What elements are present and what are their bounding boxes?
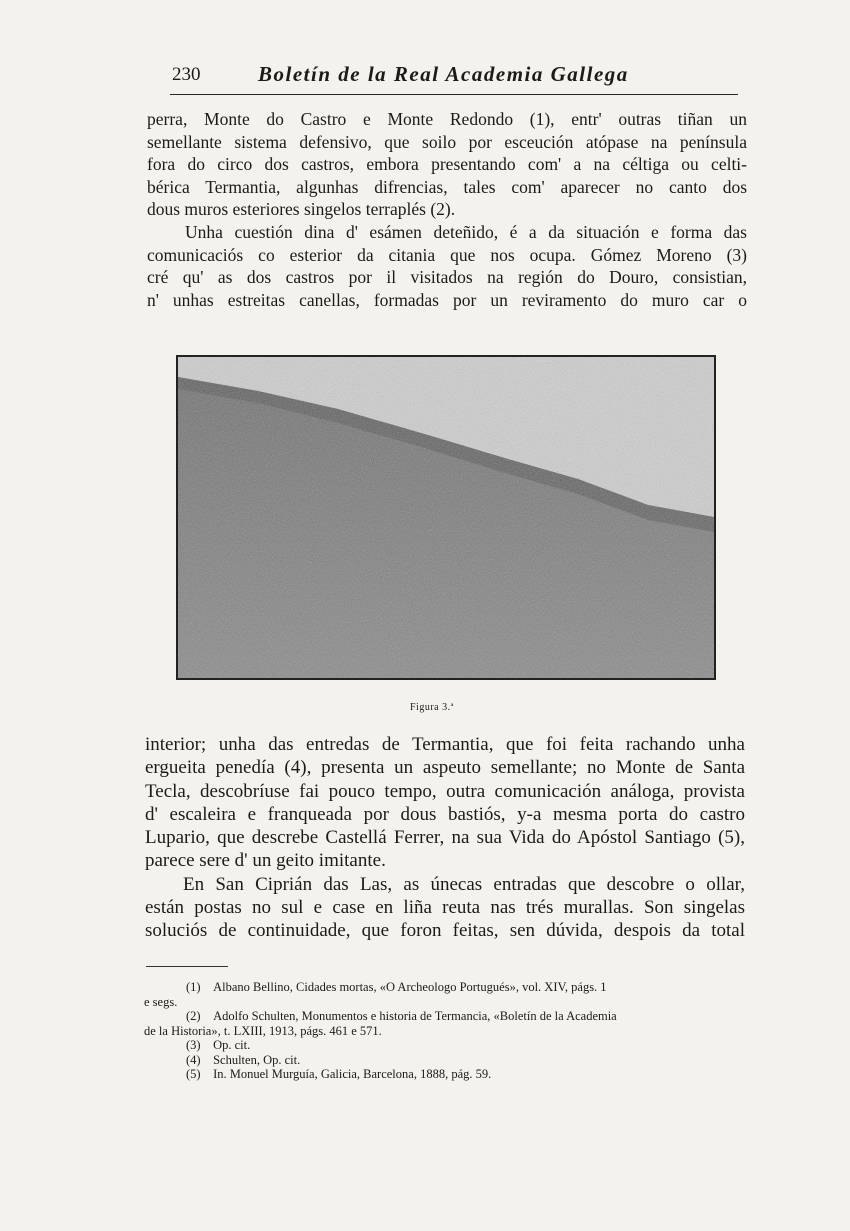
text-line: Unha cuestión dina d' esámen deteñido, é a da situación e forma das bbox=[185, 221, 747, 242]
text-line: soluciós de continuidade, que foron feitas, sen dúvida, despois da total bbox=[145, 920, 745, 942]
footnote-number: (2) bbox=[186, 1009, 201, 1023]
footnotes bbox=[144, 980, 744, 1082]
text-line: Lupario, que descrebe Castellá Ferrer, na sua Vida do Apóstol Santiago (5), bbox=[145, 827, 745, 849]
text-line: están postas no sul e case en liña reuta nas trés murallas. Son singelas bbox=[145, 897, 745, 919]
footnote-number: (4) bbox=[186, 1052, 201, 1067]
text-line: fora do circo dos castros, embora presentando com' a na céltiga ou celti- bbox=[147, 154, 747, 175]
text-line: dous muros esteriores singelos terraplés (2). bbox=[147, 199, 456, 220]
footnote-text: In. Monuel Murguía, Galicia, Barcelona, 1888, pág. 59. bbox=[213, 1067, 492, 1081]
top-paragraphs bbox=[147, 108, 747, 311]
footnote-text: Op. cit. bbox=[213, 1038, 251, 1052]
running-header bbox=[170, 60, 738, 95]
footnote-rule bbox=[146, 966, 228, 967]
text-line: cré qu' as dos castros por il visitados na región do Douro, consistian, bbox=[147, 267, 747, 288]
page-number: 230 bbox=[172, 64, 201, 85]
text-line: parece sere d' un geito imitante. bbox=[145, 850, 386, 872]
text-line: bérica Termantia, algunhas difrencias, tales com' aparecer no canto dos bbox=[147, 176, 747, 197]
text-line: n' unhas estreitas canellas, formadas por un reviramento do muro car o bbox=[147, 289, 747, 310]
footnote-text: Schulten, Op. cit. bbox=[213, 1052, 301, 1067]
footnote-continuation: e segs. bbox=[144, 994, 178, 1009]
figure-caption: Figura 3.ª bbox=[410, 702, 454, 713]
text-line: Tecla, descobríuse fai pouco tempo, outra comunicación análoga, provista bbox=[145, 780, 745, 802]
journal-title: Boletín de la Real Academia Gallega bbox=[258, 62, 629, 86]
footnote bbox=[144, 1067, 744, 1082]
footnote-number: (1) bbox=[186, 980, 201, 994]
text-line: En San Ciprián das Las, as únecas entradas que descobre o ollar, bbox=[183, 873, 745, 895]
scan-edge-mark bbox=[842, 975, 850, 1155]
footnote-number: (5) bbox=[186, 1067, 201, 1081]
footnote-number: (3) bbox=[186, 1038, 201, 1052]
footnote bbox=[144, 980, 744, 995]
text-line: perra, Monte do Castro e Monte Redondo (1), entr' outras tiñan un bbox=[147, 109, 747, 129]
text-line: comunicaciós co esterior da citania que nos ocupa. Gómez Moreno (3) bbox=[147, 244, 747, 265]
text-line: interior; unha das entredas de Termantia, que foi feita rachando unha bbox=[145, 734, 745, 755]
footnote-text: Adolfo Schulten, Monumentos e historia de Termancia, «Boletín de la Academia bbox=[213, 1009, 617, 1023]
footnote bbox=[144, 1038, 744, 1053]
footnote-continuation: de la Historia», t. LXIII, 1913, págs. 461 e 571. bbox=[144, 1023, 382, 1038]
hillside-photo bbox=[178, 357, 714, 678]
footnote bbox=[144, 1009, 744, 1024]
text-line: ergueita penedía (4), presenta un aspeuto semellante; no Monte de Santa bbox=[145, 757, 745, 779]
body-paragraphs bbox=[145, 733, 745, 943]
footnote bbox=[144, 1053, 744, 1068]
text-line: d' escaleira e franqueada por dous bastiós, y-a mesma porta do castro bbox=[145, 803, 745, 825]
text-line: semellante sistema defensivo, que soilo por esceución atópase na península bbox=[147, 131, 747, 152]
footnote-text: Albano Bellino, Cidades mortas, «O Archeologo Portugués», vol. XIV, págs. 1 bbox=[213, 980, 607, 994]
figure-photograph bbox=[176, 355, 716, 680]
